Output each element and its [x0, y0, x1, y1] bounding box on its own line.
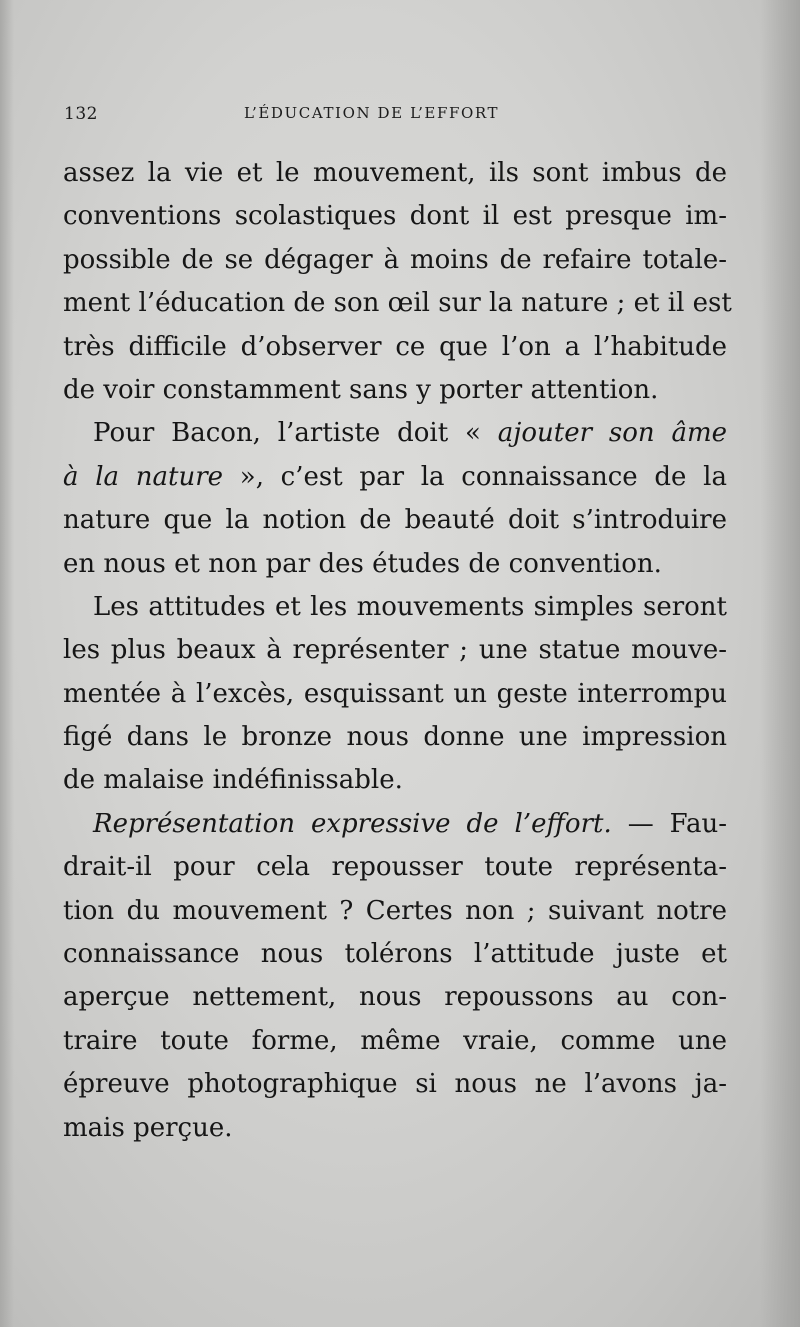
text-line: drait-il pour cela repousser toute représenta- — [63, 852, 727, 883]
text-line: assez la vie et le mouvement, ils sont imbus de — [63, 158, 727, 188]
section-heading-italic: Représentation expressive de l’effort. — [93, 808, 612, 839]
page-edge-shadow-right — [760, 0, 800, 1327]
text-line: conventions scolastiques dont il est presque im- — [63, 201, 727, 232]
text-line: tion du mouvement ? Certes non ; suivant notre — [63, 895, 727, 926]
text-line: mais perçue. — [63, 1112, 233, 1143]
text-run: », c’est par la connaissance de la — [223, 461, 727, 492]
text-line: très difficile d’observer ce que l’on a l’habitude — [63, 331, 727, 362]
text-line: de voir constamment sans y porter attention. — [63, 374, 659, 405]
text-line: possible de se dégager à moins de refaire totale- — [63, 244, 727, 275]
text-line — [63, 412, 727, 455]
text-line: les plus beaux à représenter ; une statue mouve- — [63, 635, 727, 666]
text-run: Pour Bacon, l’artiste doit « — [93, 418, 498, 449]
text-line: aperçue nettement, nous repoussons au con- — [63, 982, 727, 1013]
text-line — [63, 456, 727, 499]
text-line: Les attitudes et les mouvements simples seront — [93, 591, 727, 622]
running-title: L’ÉDUCATION DE L’EFFORT — [244, 104, 500, 122]
page-number: 132 — [64, 104, 98, 124]
text-line: connaissance nous tolérons l’attitude juste et — [63, 939, 727, 970]
text-line — [63, 803, 727, 846]
running-head — [64, 104, 724, 128]
text-line: ment l’éducation de son œil sur la nature ; et il est — [63, 288, 732, 319]
text-line: de malaise indéfinissable. — [63, 765, 403, 796]
text-line: mentée à l’excès, esquissant un geste interrompu — [63, 678, 727, 709]
text-line: traire toute forme, même vraie, comme une — [63, 1025, 727, 1056]
page-edge-shadow-left — [0, 0, 14, 1327]
text-run: — Fau- — [611, 808, 727, 839]
text-line: nature que la notion de beauté doit s’introduire — [63, 505, 727, 536]
italic-quote: ajouter son âme — [497, 418, 727, 449]
italic-quote: à la nature — [63, 461, 224, 492]
text-line: figé dans le bronze nous donne une impression — [63, 722, 727, 753]
text-line: en nous et non par des études de convention. — [63, 548, 662, 579]
text-line: épreuve photographique si nous ne l’avons ja- — [63, 1069, 727, 1100]
body-text — [63, 152, 732, 1150]
